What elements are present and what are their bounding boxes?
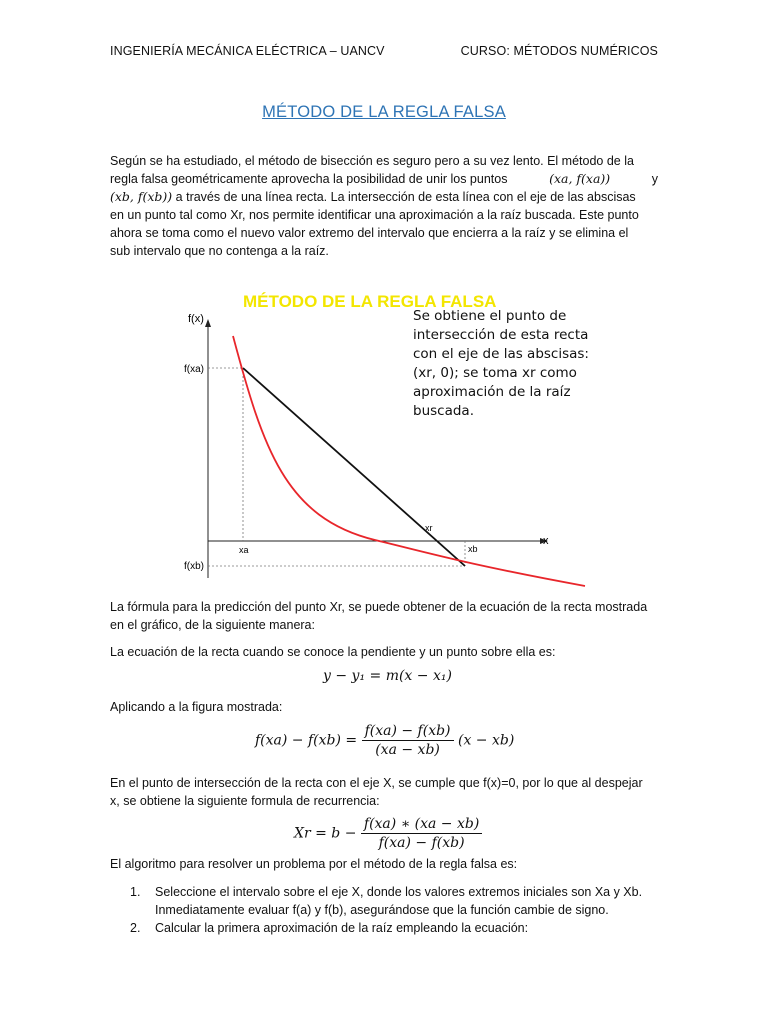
figure-note-line: Se obtiene el punto de (413, 308, 567, 324)
list-item (130, 919, 528, 937)
p5-line-2: x, se obtiene la siguiente formula de recurrencia: (110, 794, 380, 808)
intro-line-1: Según se ha estudiado, el método de bisección es seguro pero a su vez lento. El método de la (110, 154, 634, 168)
intro-line-2 (110, 170, 658, 188)
header-left: INGENIERÍA MECÁNICA ELÉCTRICA – UANCV (110, 44, 385, 58)
applied-equation-den: (xa − xb) (375, 742, 440, 758)
regula-falsi-figure (175, 278, 595, 588)
list-item-continuation: Inmediatamente evaluar f(a) y f(b), asegurándose que la función cambie de signo. (155, 903, 609, 917)
point-b: (xb, f(xb)) (110, 189, 173, 204)
recurrence-formula-den: f(xa) − f(xb) (378, 835, 465, 851)
recurrence-formula (294, 816, 482, 851)
figure-note-line: aproximación de la raíz (413, 384, 571, 400)
p3: La ecuación de la recta cuando se conoce la pendiente y un punto sobre ella es: (110, 645, 556, 659)
fxa-label: f(xa) (184, 364, 204, 375)
p6: El algoritmo para resolver un problema por el método de la regla falsa es: (110, 857, 518, 871)
figure-note-line: buscada. (413, 403, 474, 419)
list-item-number: 2. (130, 921, 141, 935)
figure-note (413, 308, 589, 419)
fxb-label: f(xb) (184, 561, 204, 572)
intro-line-5: ahora se toma como el nuevo valor extremo del intervalo que encierra a la raíz y se elimina el (110, 226, 629, 240)
intro-line-3-text: a través de una línea recta. La intersección de esta línea con el eje de las abscisas (175, 190, 636, 204)
figure-note-line: con el eje de las abscisas: (413, 346, 589, 362)
list-item-text: Calcular la primera aproximación de la raíz empleando la ecuación: (155, 921, 529, 935)
x-axis-label: x (543, 535, 549, 547)
xa-label: xa (239, 545, 249, 555)
applied-equation (255, 723, 514, 758)
page-title: MÉTODO DE LA REGLA FALSA (262, 103, 506, 121)
list-item (130, 883, 642, 901)
applied-equation-lhs: f(xa) − f(xb) = (255, 732, 358, 749)
recurrence-formula-num: f(xa) ∗ (xa − xb) (361, 816, 482, 834)
p5-line-1: En el punto de intersección de la recta con el eje X, se cumple que f(x)=0, por lo que al despejar (110, 776, 643, 790)
intro-line-3 (110, 188, 658, 206)
figure-note-line: (xr, 0); se toma xr como (413, 365, 577, 381)
xr-label: xr (425, 523, 433, 533)
figure-heading: MÉTODO DE LA REGLA FALSA (243, 292, 497, 311)
applied-equation-rhs: (x − xb) (457, 732, 515, 749)
list-item-number: 1. (130, 885, 141, 899)
recurrence-formula-lhs: Xr = b − (294, 825, 357, 842)
y-axis-label: f(x) (188, 313, 204, 325)
xb-label: xb (468, 544, 478, 554)
p2-line-1: La fórmula para la predicción del punto Xr, se puede obtener de la ecuación de la recta mostrada (110, 600, 648, 614)
applied-equation-num: f(xa) − f(xb) (362, 723, 454, 741)
line-equation: y − y₁ = m(x − x₁) (323, 668, 452, 684)
y-axis-arrow (205, 319, 211, 327)
p2-line-2: en el gráfico, de la siguiente manera: (110, 618, 315, 632)
intro-line-2-y: y (651, 172, 658, 186)
intro-line-6: sub intervalo que no contenga a la raíz. (110, 244, 329, 258)
intro-line-2-text: regla falsa geométricamente aprovecha la posibilidad de unir los puntos (110, 172, 508, 186)
p4: Aplicando a la figura mostrada: (110, 700, 283, 714)
figure-svg (175, 278, 595, 588)
list-item-text: Seleccione el intervalo sobre el eje X, donde los valores extremos iniciales son Xa y Xb. (155, 885, 643, 899)
applied-equation-fraction (362, 723, 454, 758)
header-right: CURSO: MÉTODOS NUMÉRICOS (460, 44, 658, 58)
intro-line-4: en un punto tal como Xr, nos permite identificar una aproximación a la raíz buscada. Este punto (110, 208, 639, 222)
recurrence-formula-fraction (361, 816, 482, 851)
figure-note-line: intersección de esta recta (413, 327, 589, 343)
point-a: (xa, f(xa)) (549, 171, 611, 186)
